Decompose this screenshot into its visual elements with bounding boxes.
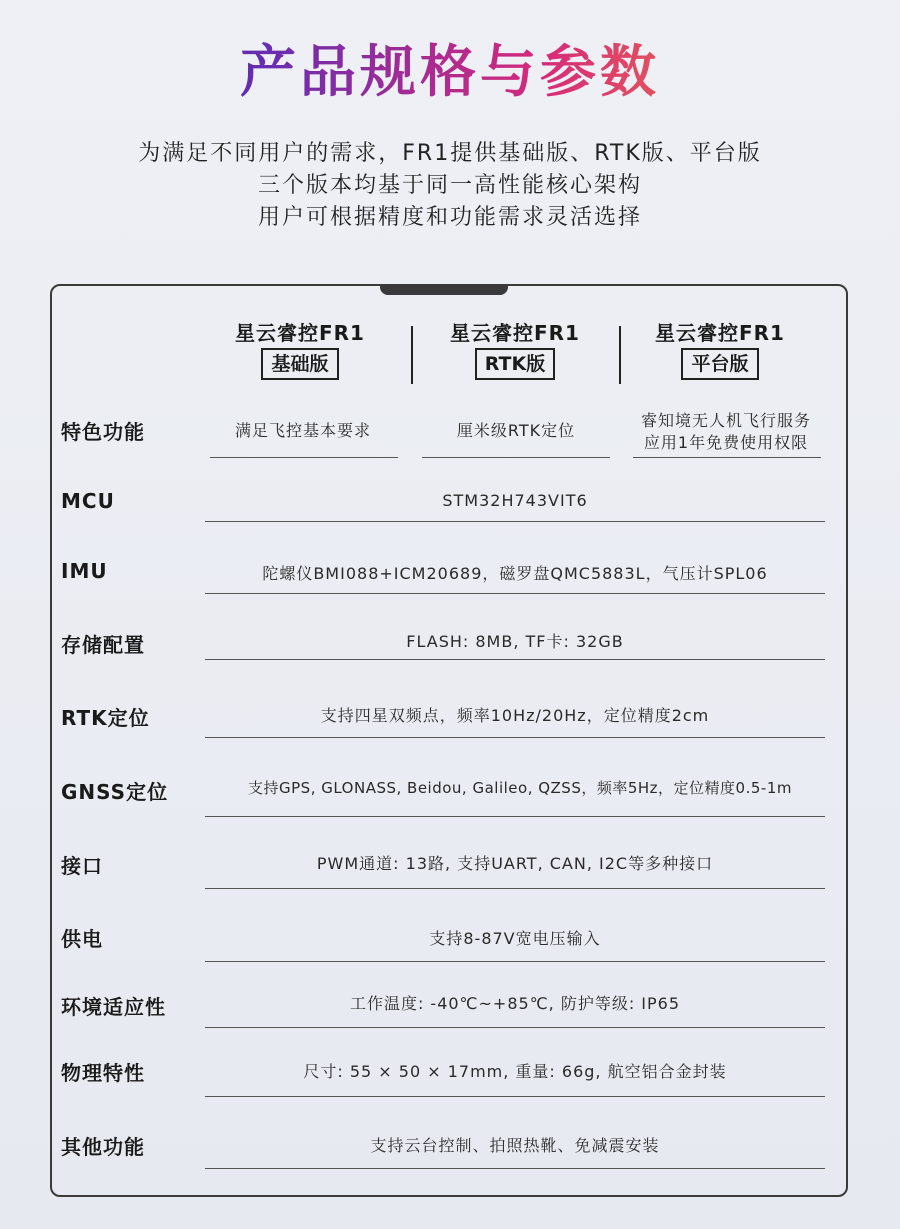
row-divider [205, 961, 825, 962]
row-value-gnss: 支持GPS, GLONASS, Beidou, Galileo, QZSS，频率5Hz，定位精度0.5-1m [248, 779, 792, 797]
row-divider [205, 521, 825, 522]
row-divider [205, 816, 825, 817]
version-edition: 平台版 [681, 348, 758, 380]
feature-underline [422, 457, 610, 458]
row-value-other: 支持云台控制、拍照热靴、免减震安装 [370, 1136, 660, 1155]
row-label-environment: 环境适应性 [61, 995, 166, 1019]
row-value-power: 支持8-87V宽电压输入 [429, 929, 601, 948]
feature-underline [633, 457, 821, 458]
version-edition: 基础版 [261, 348, 338, 380]
row-divider [205, 888, 825, 889]
row-label-rtk: RTK定位 [61, 706, 150, 730]
row-value-storage: FLASH: 8MB, TF卡: 32GB [406, 632, 624, 651]
version-header-rtk [415, 320, 615, 380]
version-name: 星云睿控FR1 [450, 321, 580, 345]
row-divider [205, 1168, 825, 1169]
row-label-gnss: GNSS定位 [61, 780, 169, 804]
version-header-basic [200, 320, 400, 380]
page-title: 产品规格与参数 [0, 38, 900, 108]
version-header-platform [620, 320, 820, 380]
row-divider [205, 1027, 825, 1028]
intro-line-1: 为满足不同用户的需求，FR1提供基础版、RTK版、平台版 [138, 141, 762, 166]
row-label-power: 供电 [61, 927, 103, 951]
row-value-interface: PWM通道: 13路, 支持UART, CAN, I2C等多种接口 [316, 854, 714, 873]
intro-line-2: 三个版本均基于同一高性能核心架构 [257, 173, 642, 198]
row-label-feature: 特色功能 [61, 420, 145, 444]
row-divider [205, 737, 825, 738]
row-divider [205, 1096, 825, 1097]
version-name: 星云睿控FR1 [235, 321, 365, 345]
row-value-mcu: STM32H743VIT6 [442, 491, 588, 510]
row-value-environment: 工作温度: -40℃~+85℃, 防护等级: IP65 [349, 994, 681, 1013]
feature-underline [210, 457, 398, 458]
row-value-physical: 尺寸: 55 × 50 × 17mm, 重量: 66g, 航空铝合金封装 [303, 1062, 727, 1081]
intro-line-3: 用户可根据精度和功能需求灵活选择 [257, 205, 642, 230]
version-divider [411, 326, 413, 384]
row-divider [205, 659, 825, 660]
row-value-rtk: 支持四星双频点，频率10Hz/20Hz，定位精度2cm [320, 706, 710, 725]
row-divider [205, 593, 825, 594]
row-value-imu: 陀螺仪BMI088+ICM20689，磁罗盘QMC5883L，气压计SPL06 [262, 564, 768, 583]
version-name: 星云睿控FR1 [655, 321, 785, 345]
row-label-physical: 物理特性 [61, 1061, 145, 1085]
row-label-imu: IMU [61, 559, 108, 583]
feature-basic: 满足飞控基本要求 [234, 421, 371, 440]
feature-rtk: 厘米级RTK定位 [456, 421, 576, 440]
row-label-interface: 接口 [61, 854, 103, 878]
feature-platform-line-2: 应用1年免费使用权限 [643, 433, 809, 452]
card-tab [380, 284, 508, 295]
row-label-mcu: MCU [61, 489, 115, 513]
row-label-storage: 存储配置 [61, 633, 145, 657]
version-edition: RTK版 [475, 348, 555, 380]
row-label-other: 其他功能 [61, 1135, 145, 1159]
feature-platform-line-1: 睿知境无人机飞行服务 [640, 411, 811, 430]
